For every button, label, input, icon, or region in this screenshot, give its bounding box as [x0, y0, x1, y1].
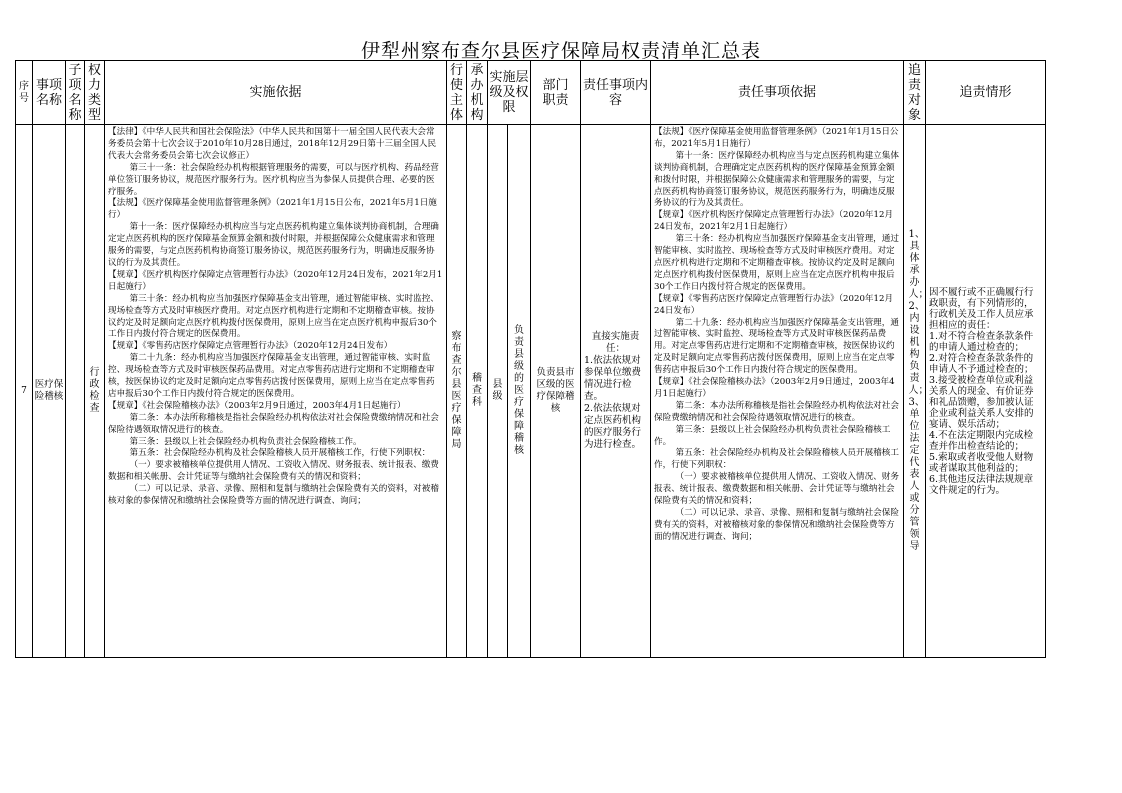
resp-basis-paragraph: 第三条：县级以上社会保险经办机构负责社会保险稽核工作。 [654, 424, 891, 447]
page-title: 伊犁州察布查尔县医疗保障局权责清单汇总表 [360, 40, 761, 62]
resp-basis-paragraph: 【法规】《医疗保障基金使用监督管理条例》（2021年1月15日公布，2021年5月1日施行） [654, 127, 899, 149]
header-level: 实施层级及权限 [488, 61, 531, 125]
resp-basis-paragraph: 第三十条：经办机构应当加强医疗保障基金支出管理，通过智能审核、实时监控、现场检查等方式及时审核医疗费用。对定点医疗机构进行定期和不定期稽查审核。按协议约定及时足额向定点医疗机构拨付医保费用，原则上应当在定点医疗机构申报后30个工作日内拨付符合规定的医保费用。 [654, 234, 899, 292]
cell-basis [105, 125, 447, 658]
basis-paragraph: 【法规】《医疗保障基金使用监督管理条例》（2021年1月15日公布，2021年5月1日施行） [108, 198, 437, 221]
header-row [16, 61, 1046, 125]
resp-basis-paragraph: （一）要求被稽核单位提供用人情况、工资收入情况、财务报表、统计报表、缴费数据和相关帐册、会计凭证等与缴纳社会保险费有关的情况和资料； [654, 472, 899, 507]
header-org: 承办机构 [467, 61, 488, 125]
cell-sub-item [66, 125, 85, 658]
situation-item: 1.对不符合检查条款条件的申请人通过检查的； [929, 330, 1034, 353]
header-item-name: 事项名称 [33, 61, 66, 125]
header-dept-duty: 部门职责 [531, 61, 581, 125]
resp-item-2: 2.依法依规对定点医药机构的医疗服务行为进行检查。 [584, 403, 642, 450]
basis-paragraph: 【规章】《医疗机构医疗保障定点管理暂行办法》（2020年12月24日发布，2021年2月1日起施行） [108, 269, 443, 292]
resp-basis-paragraph: 第二条：本办法所称稽核是指社会保险经办机构依法对社会保险费缴纳情况和社会保险待遇领取情况进行的核查。 [654, 400, 899, 423]
cell-resp-basis [651, 125, 904, 658]
basis-paragraph: 【法律】《中华人民共和国社会保险法》（中华人民共和国第十一届全国人民代表大会常务委员会第十七次会议于2010年10月28日通过，2018年12月29日第十三届全国人民代表大会常务委员会第七次会议修正） [108, 127, 437, 161]
basis-paragraph: （二）可以记录、录音、录像、照相和复制与缴纳社会保险费有关的资料，对被稽核对象的参保情况和缴纳社会保险费等方面的情况进行调查、询问； [108, 484, 439, 507]
header-basis: 实施依据 [105, 61, 447, 125]
situation-item: 5.索取或者收受他人财物或者谋取其他利益的； [929, 451, 1034, 474]
basis-paragraph: 【规章】《社会保险稽核办法》（2003年2月9日通过，2003年4月1日起施行） [108, 400, 406, 411]
resp-basis-paragraph: 第五条：社会保险经办机构及社会保险稽核人员开展稽核工作，行使下列职权： [654, 448, 899, 471]
situation-item: 2.对符合检查条款条件的申请人不予通过检查的； [929, 352, 1034, 375]
situation-item: 6.其他违反法律法规规章文件规定的行为。 [929, 473, 1034, 496]
cell-seq: 7 [16, 125, 33, 658]
situation-item: 4.不在法定期限内完成检查并作出检查结论的； [929, 429, 1034, 452]
basis-paragraph: 第二十九条：经办机构应当加强医疗保障基金支出管理，通过智能审核、实时监控、现场检查等方式及时审核医保药品费用。对定点零售药店进行定期和不定期稽查审核，按医保协议约定及时足额向定点零售药店拨付医保费用，原则上应当在定点零售药店申报后30个工作日内拨付符合规定的医保费用。 [108, 353, 435, 399]
basis-paragraph: 第三条：县级以上社会保险经办机构负责社会保险稽核工作。 [129, 436, 362, 447]
resp-basis-paragraph: 第二十九条：经办机构应当加强医疗保障基金支出管理，通过智能审核、实时监控、现场检查等方式及时审核医保药品费用。对定点零售药店进行定期和不定期稽查审核，按医保协议约定及时足额向定点零售药店拨付医保费用，原则上应当在定点零售药店申报后30个工作日内拨付符合规定的医保费用。 [654, 317, 899, 376]
resp-title: 直接实施责任： [591, 331, 640, 354]
resp-basis-paragraph: 第十一条：医疗保障经办机构应当与定点医药机构建立集体谈判协商机制，合理确定定点医药机构的医疗保障基金预算金额和拨付时限，并根据保障公众健康需求和管理服务的需要，与定点医药机构协商签订服务协议，规范医药服务行为，明确违反服务协议的行为及其责任。 [654, 150, 899, 209]
cell-dept-duty-1: 负责县级的医疗保障稽核 [508, 125, 531, 658]
basis-paragraph: 第三十一条：社会保险经办机构根据管理服务的需要，可以与医疗机构、药品经营单位签订服务协议，规范医疗服务行为。医疗机构应当为参保人员提供合理、必要的医疗服务。 [108, 162, 439, 197]
situation-item: 3.接受被检查单位或利益关系人的现金、有价证券和礼品馈赠，参加被认证企业或利益关系人安排的宴请、娱乐活动； [929, 374, 1034, 430]
basis-paragraph: 第五条：社会保险经办机构及社会保险稽核人员开展稽核工作，行使下列职权： [129, 448, 431, 459]
header-subject: 行使主体 [447, 61, 467, 125]
header-resp-basis: 责任事项依据 [651, 61, 904, 125]
cell-level: 县级 [488, 125, 508, 658]
header-resp-content: 责任事项内容 [581, 61, 651, 125]
cell-dept-duty-2: 负责县市区级的医疗保障稽核 [531, 125, 581, 658]
basis-paragraph: 【规章】《零售药店医疗保障定点管理暂行办法》（2020年12月24日发布） [108, 341, 393, 352]
header-seq: 序号 [16, 61, 33, 125]
situation-item: 因不履行或不正确履行行政职责，有下列情形的，行政机关及工作人员应承担相应的责任： [929, 286, 1034, 331]
basis-paragraph: 第十一条：医疗保障经办机构应当与定点医药机构建立集体谈判协商机制，合理确定定点医药机构的医疗保障基金预算金额和拨付时限，并根据保障公众健康需求和管理服务的需要，与定点医药机构协商签订服务协议，规范医药服务行为，明确违反服务协议的行为及其责任。 [108, 222, 439, 268]
basis-paragraph: （一）要求被稽核单位提供用人情况、工资收入情况、财务报表、统计报表、缴费数据和相关帐册、会计凭证等与缴纳社会保险费有关的情况和资料； [108, 460, 439, 483]
basis-paragraph: 第二条：本办法所称稽核是指社会保险经办机构依法对社会保险费缴纳情况和社会保险待遇领取情况进行的核查。 [108, 412, 439, 435]
basis-paragraph: 第三十条：经办机构应当加强医疗保障基金支出管理，通过智能审核、实时监控、现场检查等方式及时审核医疗费用。对定点医疗机构进行定期和不定期稽查审核。按协议约定及时足额向定点医疗机构拨付医保费用，原则上应当在定点医疗机构申报后30个工作日内拨付符合规定的医保费用。 [108, 293, 439, 340]
resp-basis-paragraph: 【规章】《零售药店医疗保障定点管理暂行办法》（2020年12月24日发布） [654, 293, 894, 316]
cell-org: 稽查科 [467, 125, 488, 658]
table-row [16, 125, 1046, 658]
responsibility-table [15, 60, 1046, 658]
cell-subject: 察布查尔县医疗保障局 [447, 125, 467, 658]
resp-item-1: 1.依法依规对参保单位缴费情况进行检查。 [584, 355, 642, 402]
resp-basis-paragraph: （二）可以记录、录音、录像、照相和复制与缴纳社会保险费有关的资料，对被稽核对象的参保情况和缴纳社会保险费等方面的情况进行调查、询问； [654, 508, 899, 542]
header-accountable: 追责对象 [904, 61, 926, 125]
header-power-type: 权力类型 [85, 61, 105, 125]
cell-resp-content [581, 125, 651, 658]
cell-power-type: 行政检查 [85, 125, 105, 658]
cell-situations [926, 125, 1046, 658]
cell-accountable: 1、具体承办人；2、内设机构负责人；3、单位法定代表人或分管领导 [904, 125, 926, 658]
resp-basis-paragraph: 【规章】《医疗机构医疗保障定点管理暂行办法》（2020年12月24日发布，2021年2月1日起施行） [654, 210, 894, 233]
header-situations: 追责情形 [926, 61, 1046, 125]
cell-item-name: 医疗保险稽核 [33, 125, 66, 658]
header-sub-item: 子项名称 [66, 61, 85, 125]
resp-basis-paragraph: 【规章】《社会保险稽核办法》（2003年2月9日通过，2003年4月1日起施行） [654, 377, 895, 399]
